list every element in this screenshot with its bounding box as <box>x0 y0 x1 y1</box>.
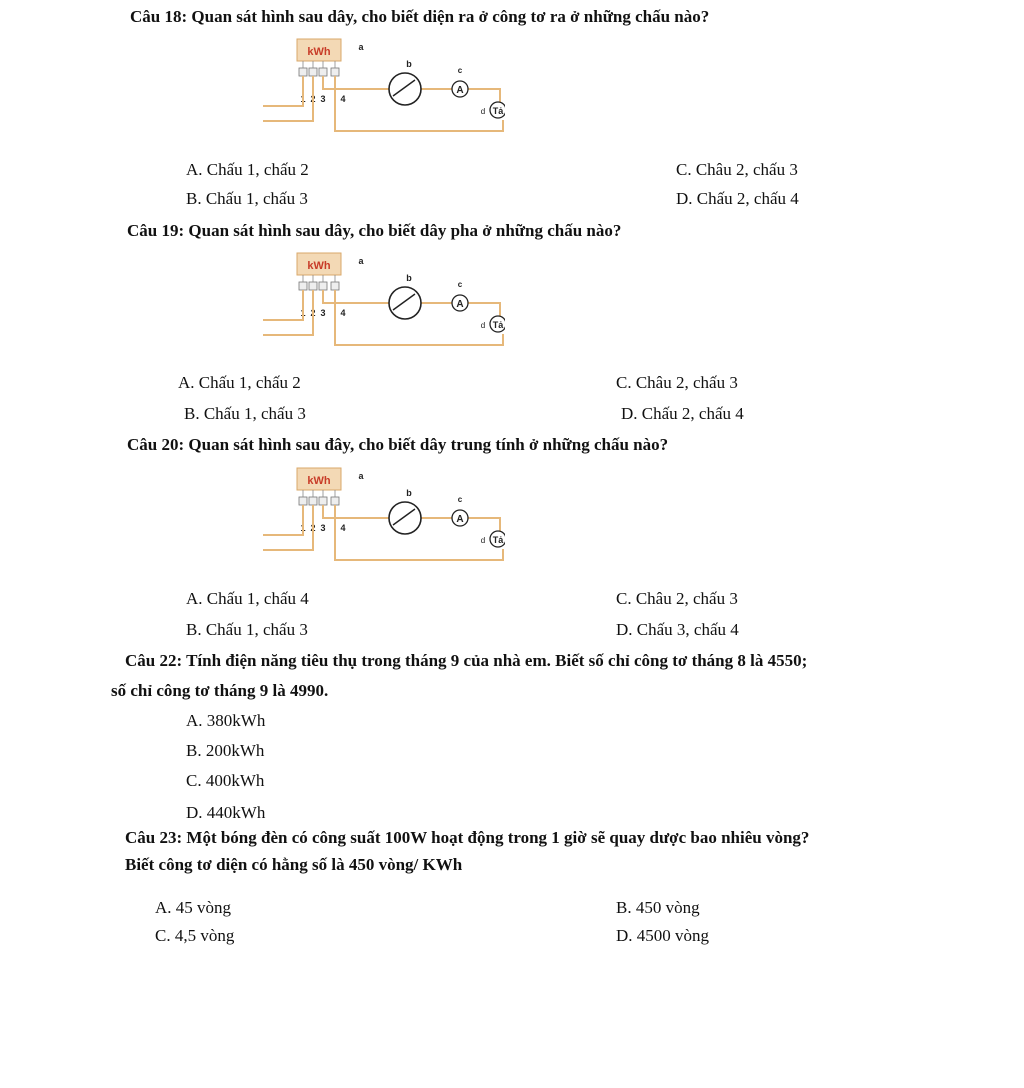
wiring-diagram-svg <box>255 250 505 350</box>
meter-label: kWh <box>307 260 331 272</box>
question-23-title-line1: Câu 23: Một bóng đèn có công suất 100W hoạt động trong 1 giờ sẽ quay dược bao nhiêu vòng? <box>125 828 810 847</box>
wire-phase-in <box>263 290 306 320</box>
meter-diagram-q18 <box>255 36 505 136</box>
terminal-number-3: 3 <box>320 94 326 104</box>
terminal-number-1: 1 <box>300 523 306 533</box>
ammeter-label: A <box>456 514 464 525</box>
q19-option-d: D. Chấu 2, chấu 4 <box>621 404 744 423</box>
wiring-diagram-svg <box>255 36 505 136</box>
switch-circle <box>389 287 421 319</box>
q18-option-a: A. Chấu 1, chấu 2 <box>186 160 309 179</box>
label-c: c <box>457 495 463 504</box>
terminal-1 <box>299 497 307 505</box>
q19-option-b: B. Chấu 1, chấu 3 <box>184 404 306 423</box>
meter-diagram-q20 <box>255 465 505 565</box>
q20-option-d: D. Chấu 3, chấu 4 <box>616 620 739 639</box>
wire-phase-in <box>263 76 306 106</box>
terminal-number-1: 1 <box>300 94 306 104</box>
question-19-title: Câu 19: Quan sát hình sau dây, cho biết dây pha ở những chấu nào? <box>127 221 622 240</box>
terminal-1 <box>299 68 307 76</box>
meter-diagram-q19 <box>255 250 505 350</box>
label-b: b <box>406 59 412 69</box>
q22-option-c: C. 400kWh <box>186 771 265 790</box>
label-b: b <box>406 488 412 498</box>
q22-option-b: B. 200kWh <box>186 741 265 760</box>
question-18-title: Câu 18: Quan sát hình sau dây, cho biết diện ra ở công tơ ra ở những chấu nào? <box>130 7 710 26</box>
terminal-number-4: 4 <box>340 523 346 533</box>
label-b: b <box>406 273 412 283</box>
q20-option-b: B. Chấu 1, chấu 3 <box>186 620 308 639</box>
ammeter-label: A <box>456 85 464 96</box>
question-22-title-line1: Câu 22: Tính điện năng tiêu thụ trong tháng 9 của nhà em. Biết số chỉ công tơ tháng 8 là 4550; <box>125 651 808 670</box>
terminal-number-3: 3 <box>320 308 326 318</box>
terminal-number-2: 2 <box>310 94 316 104</box>
meter-label: kWh <box>307 46 331 58</box>
label-d: d <box>480 536 486 545</box>
label-d: d <box>480 107 486 116</box>
load-label: Tả <box>492 106 504 116</box>
wire-phase-in <box>263 505 306 535</box>
terminal-number-4: 4 <box>340 94 346 104</box>
terminal-number-3: 3 <box>320 523 326 533</box>
terminal-4 <box>331 68 339 76</box>
q23-option-d: D. 4500 vòng <box>616 926 710 945</box>
q20-option-a: A. Chấu 1, chấu 4 <box>186 589 309 608</box>
load-label: Tả <box>492 535 504 545</box>
q18-option-b: B. Chấu 1, chấu 3 <box>186 189 308 208</box>
wiring-diagram-svg <box>255 465 505 565</box>
terminal-number-1: 1 <box>300 308 306 318</box>
terminal-2 <box>309 497 317 505</box>
q22-option-d: D. 440kWh <box>186 803 266 822</box>
label-a: a <box>358 42 364 52</box>
q23-option-b: B. 450 vòng <box>616 898 700 917</box>
switch-circle <box>389 73 421 105</box>
label-c: c <box>457 66 463 75</box>
ammeter-label: A <box>456 299 464 310</box>
question-20-title: Câu 20: Quan sát hình sau đây, cho biết dây trung tính ở những chấu nào? <box>127 435 669 454</box>
terminal-1 <box>299 282 307 290</box>
label-a: a <box>358 471 364 481</box>
terminal-2 <box>309 68 317 76</box>
q23-option-a: A. 45 vòng <box>155 898 232 917</box>
q18-option-d: D. Chấu 2, chấu 4 <box>676 189 799 208</box>
terminal-3 <box>319 497 327 505</box>
q19-option-c: C. Châu 2, chấu 3 <box>616 373 738 392</box>
q22-option-a: A. 380kWh <box>186 711 266 730</box>
question-23-title-line2: Biết công tơ diện có hằng số là 450 vòng/ KWh <box>125 855 463 874</box>
q19-option-a: A. Chấu 1, chấu 2 <box>178 373 301 392</box>
q23-option-c: C. 4,5 vòng <box>155 926 235 945</box>
terminal-4 <box>331 497 339 505</box>
q20-option-c: C. Châu 2, chấu 3 <box>616 589 738 608</box>
terminal-3 <box>319 68 327 76</box>
label-c: c <box>457 280 463 289</box>
label-a: a <box>358 256 364 266</box>
terminal-number-2: 2 <box>310 523 316 533</box>
terminal-number-4: 4 <box>340 308 346 318</box>
terminal-number-2: 2 <box>310 308 316 318</box>
terminal-2 <box>309 282 317 290</box>
terminal-3 <box>319 282 327 290</box>
label-d: d <box>480 321 486 330</box>
q18-option-c: C. Châu 2, chấu 3 <box>676 160 798 179</box>
terminal-4 <box>331 282 339 290</box>
load-label: Tả <box>492 320 504 330</box>
question-22-title-line2: số chỉ công tơ tháng 9 là 4990. <box>111 681 329 700</box>
meter-label: kWh <box>307 475 331 487</box>
switch-circle <box>389 502 421 534</box>
